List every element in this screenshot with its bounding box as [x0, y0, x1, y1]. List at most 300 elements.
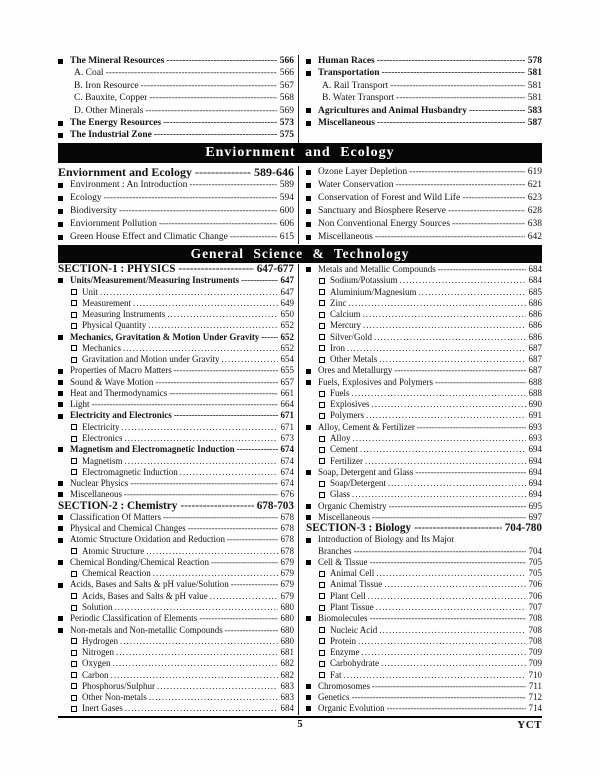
toc-entry-label: Plant Cell [330, 590, 366, 601]
toc-entry [58, 129, 294, 141]
dot-leader [414, 523, 502, 534]
filled-square-bullet-icon [58, 560, 63, 565]
toc-section-header [306, 523, 542, 534]
dot-leader [221, 354, 277, 365]
open-square-bullet-icon [319, 323, 325, 329]
dot-leader [354, 546, 526, 557]
dot-leader [352, 388, 526, 399]
toc-entry [306, 410, 542, 421]
toc-entry [306, 105, 542, 117]
toc-entry-label: Ecology [70, 193, 102, 203]
open-square-bullet-icon [319, 661, 325, 667]
toc-entry [306, 320, 542, 331]
filled-square-bullet-icon [306, 616, 311, 621]
filled-square-bullet-icon [306, 425, 311, 430]
toc-entry [306, 399, 542, 410]
dot-leader [189, 179, 276, 192]
toc-entry-label: Electricity [82, 421, 120, 432]
filled-square-bullet-icon [58, 278, 63, 283]
toc-page-number: 566 [279, 68, 294, 79]
toc-page-number: 578 [527, 56, 542, 66]
dot-leader [123, 343, 278, 354]
toc-entry [58, 703, 294, 714]
toc-entry [306, 287, 542, 298]
filled-square-bullet-icon [58, 222, 63, 227]
filled-square-bullet-icon [306, 515, 311, 520]
toc-entry [58, 613, 294, 624]
toc-entry [58, 354, 294, 365]
toc-entry [58, 512, 294, 523]
dot-leader [153, 568, 278, 579]
toc-page-number: 589 [279, 180, 294, 190]
toc-entry [306, 422, 542, 433]
toc-entry [58, 636, 294, 647]
dot-leader [375, 231, 525, 244]
toc-page-number: 589-646 [254, 165, 294, 179]
toc-entry-label: Ores and Metallurgy [318, 365, 393, 376]
toc-column-right [298, 166, 542, 244]
dot-leader [166, 55, 276, 67]
toc-entry [58, 579, 294, 590]
toc-page-number: 685 [528, 286, 542, 297]
dot-leader [100, 287, 277, 298]
toc-entry-label: Other Metals [330, 354, 378, 365]
dot-leader [372, 399, 526, 410]
toc-column-left [58, 264, 298, 715]
toc-entry [306, 179, 542, 192]
dot-leader [159, 218, 277, 231]
toc-entry-label: Mechanics, Gravitation & Motion Under Gravity [70, 331, 260, 342]
publisher-mark: YCT [517, 719, 542, 731]
toc-entry-label: Water Conservation [318, 180, 394, 190]
open-square-bullet-icon [319, 447, 325, 453]
dot-leader [469, 105, 525, 117]
toc-page-number: 684 [280, 703, 294, 714]
dot-leader [121, 422, 277, 433]
toc-page-number: 687 [528, 342, 542, 353]
filled-square-bullet-icon [58, 538, 63, 543]
toc-entry-label: Hydrogen [82, 635, 118, 646]
toc-entry-label: Other Non-metals [82, 692, 147, 703]
filled-square-bullet-icon [58, 616, 63, 621]
filled-square-bullet-icon [58, 335, 63, 340]
dot-leader [387, 703, 526, 714]
open-square-bullet-icon [319, 413, 325, 419]
filled-square-bullet-icon [306, 380, 311, 385]
toc-entry-label: A. Rail Transport [322, 80, 389, 91]
toc-page-number: 674 [280, 478, 294, 489]
toc-entry-label: Physical Quantity [82, 320, 147, 331]
toc-entry-label: Physical and Chemical Changes [70, 523, 186, 534]
toc-entry-label: Non-metals and Non-metallic Compounds [70, 624, 223, 635]
toc-entry [306, 534, 542, 545]
toc-entry-label: Transportation [318, 68, 380, 79]
toc-entry-label: SECTION-1 : PHYSICS [58, 264, 176, 275]
toc-page-number: 678 [280, 523, 294, 534]
open-square-bullet-icon [319, 300, 325, 306]
open-square-bullet-icon [71, 695, 77, 701]
dot-leader [419, 287, 526, 298]
toc-page-number: 681 [280, 647, 294, 658]
toc-entry [58, 534, 294, 545]
toc-entry-label: The Mineral Resources [70, 56, 165, 66]
toc-entry-label: Biodiversity [70, 206, 117, 216]
dot-leader [125, 456, 278, 467]
open-square-bullet-icon [71, 661, 77, 667]
toc-page-number: 600 [279, 206, 294, 216]
toc-entry-label: Cell & Tissue [318, 556, 368, 567]
toc-entry [58, 670, 294, 681]
filled-square-bullet-icon [306, 59, 311, 64]
toc-entry [306, 489, 542, 500]
toc-entry [58, 467, 294, 478]
toc-entry-label: Magnetism and Electromagnetic Induction [70, 444, 235, 455]
toc-entry-label: Enviornment and Ecology [58, 166, 193, 179]
toc-entry-label: Miscellaneous [318, 117, 375, 128]
toc-entry [58, 456, 294, 467]
dot-leader [231, 579, 278, 590]
dot-leader [409, 166, 525, 179]
toc-page-number: 707 [528, 601, 542, 612]
dot-leader [261, 332, 277, 343]
toc-entry [58, 546, 294, 557]
toc-entry [306, 264, 542, 275]
dot-leader [211, 557, 278, 568]
toc-page-number: 679 [280, 579, 294, 590]
dot-leader [119, 205, 277, 218]
toc-page-number: 710 [528, 669, 542, 680]
toc-entry-label: Green House Effect and Climatic Change [70, 232, 228, 242]
filled-square-bullet-icon [306, 222, 311, 227]
toc-entry-label: Miscellaneous [70, 489, 122, 500]
open-square-bullet-icon [71, 605, 77, 611]
toc-page-number: 680 [280, 635, 294, 646]
toc-page-number: 573 [279, 117, 294, 128]
dot-leader [377, 55, 525, 67]
dot-leader [149, 692, 278, 703]
toc-page-number: 695 [528, 500, 542, 511]
toc-page-number: 575 [279, 130, 294, 141]
toc-entry-label: Atomic Structure Oxidation and Reduction [70, 534, 225, 545]
filled-square-bullet-icon [306, 196, 311, 201]
open-square-bullet-icon [71, 424, 77, 430]
toc-page-number: 652 [280, 320, 294, 331]
toc-entry-label: Electricity and Electronics [70, 410, 172, 421]
toc-page-number: 674 [280, 444, 294, 455]
toc-entry [58, 92, 294, 104]
toc-page-number: 678 [280, 511, 294, 522]
toc-entry-label: Solution [82, 601, 113, 612]
toc-page-number: 655 [280, 365, 294, 376]
toc-page-number: 686 [528, 309, 542, 320]
filled-square-bullet-icon [58, 380, 63, 385]
page-number: 5 [297, 719, 303, 730]
dot-leader [155, 377, 277, 388]
toc-entry [58, 205, 294, 218]
dot-leader [365, 456, 526, 467]
dot-leader [169, 388, 277, 399]
toc-entry [58, 55, 294, 67]
toc-page-number: 679 [280, 590, 294, 601]
dot-leader [396, 92, 525, 104]
toc-page-number: 594 [279, 193, 294, 203]
toc-entry [58, 647, 294, 658]
open-square-bullet-icon [71, 638, 77, 644]
toc-entry [58, 557, 294, 568]
open-square-bullet-icon [319, 391, 325, 397]
toc-page-number: 674 [280, 455, 294, 466]
toc-entry [306, 67, 542, 79]
open-square-bullet-icon [71, 548, 77, 554]
filled-square-bullet-icon [306, 183, 311, 188]
toc-page-number: 694 [528, 466, 542, 477]
dot-leader [146, 546, 277, 557]
filled-square-bullet-icon [306, 538, 311, 543]
toc-page-number: 642 [527, 232, 542, 242]
toc-page-number: 581 [527, 93, 542, 104]
dot-leader [400, 275, 526, 286]
toc-entry-label: Silver/Gold [330, 331, 372, 342]
toc-entry-label: Explosives [330, 399, 370, 410]
toc-entry [58, 444, 294, 455]
toc-entry-label: Mercury [330, 320, 361, 331]
dot-leader [124, 489, 278, 500]
toc-entry-label: B. Iron Resource [74, 80, 139, 91]
toc-entry-label: B. Water Transport [322, 93, 395, 104]
toc-entry [306, 501, 542, 512]
toc-page-number: 704 [528, 545, 542, 556]
toc-entry [58, 298, 294, 309]
filled-square-bullet-icon [306, 71, 311, 76]
toc-entry-label: Organic Evolution [318, 703, 385, 714]
toc-entry-label: Sodium/Potassium [330, 275, 398, 286]
toc-entry-label: D. Other Minerals [74, 105, 144, 116]
toc-entry-label: Electronics [82, 432, 123, 443]
toc-page-number: 687 [528, 354, 542, 365]
toc-entry [306, 546, 542, 557]
toc-entry [58, 80, 294, 92]
dot-leader [448, 205, 525, 218]
filled-square-bullet-icon [306, 121, 311, 126]
toc-entry-label: Branches [318, 545, 352, 556]
toc-page-number: 676 [280, 489, 294, 500]
filled-square-bullet-icon [58, 196, 63, 201]
toc-entry-label: Inert Gases [82, 703, 123, 714]
toc-page-number: 673 [280, 432, 294, 443]
dot-leader [352, 692, 526, 703]
toc-page-number: 583 [527, 105, 542, 116]
toc-entry [306, 117, 542, 129]
toc-page-number: 683 [280, 692, 294, 703]
filled-square-bullet-icon [306, 170, 311, 175]
toc-page-number: 606 [279, 219, 294, 229]
dot-leader [388, 478, 526, 489]
toc-entry [306, 557, 542, 568]
dot-leader [241, 275, 277, 286]
toc-page-number: 621 [527, 180, 542, 190]
toc-page-number: 623 [527, 193, 542, 203]
filled-square-bullet-icon [58, 414, 63, 419]
toc-entry-label: Atomic Structure [82, 545, 145, 556]
dot-leader [113, 658, 278, 669]
toc-page-number: 650 [280, 309, 294, 320]
dot-leader [344, 670, 526, 681]
toc-entry [306, 636, 542, 647]
toc-entry-label: Ozone Layer Depletion [318, 167, 408, 177]
open-square-bullet-icon [319, 582, 325, 588]
toc-entry [58, 218, 294, 231]
general-science-toc [58, 264, 542, 715]
toc-page-number: 704-780 [504, 522, 542, 535]
toc-entry [58, 309, 294, 320]
toc-entry-label: Plant Tissue [330, 601, 374, 612]
toc-page-number: 615 [279, 232, 294, 242]
dot-leader [366, 410, 525, 421]
toc-page-number: 686 [528, 297, 542, 308]
chapter-banner-general-science-technology: General Science & Technology [58, 245, 542, 263]
toc-entry [306, 309, 542, 320]
toc-entry-label: Acids, Bases and Salts & pH value [82, 590, 208, 601]
filled-square-bullet-icon [58, 492, 63, 497]
toc-entry [306, 354, 542, 365]
toc-entry-label: Biomolecules [318, 613, 368, 624]
toc-page-number: 647-677 [256, 263, 294, 275]
toc-entry [58, 399, 294, 410]
toc-entry [306, 166, 542, 179]
toc-entry-label: Nucleic Acid [330, 624, 378, 635]
toc-entry [306, 658, 542, 669]
toc-page-number: 652 [280, 331, 294, 342]
toc-page-number: 693 [528, 432, 542, 443]
toc-entry-label: SECTION-2 : Chemistry [58, 500, 178, 512]
toc-entry [306, 703, 542, 714]
open-square-bullet-icon [319, 458, 325, 464]
filled-square-bullet-icon [306, 504, 311, 509]
dot-leader [179, 264, 254, 275]
dot-leader [349, 298, 526, 309]
dot-leader [104, 192, 277, 205]
toc-entry-label: Oxygen [82, 658, 111, 669]
chapter-banner-environment-ecology: Enviornment and Ecology [58, 143, 542, 163]
toc-entry [58, 433, 294, 444]
toc-entry-label: Periodic Classification of Elements [70, 613, 198, 624]
filled-square-bullet-icon [58, 391, 63, 396]
toc-page-number: 638 [527, 219, 542, 229]
open-square-bullet-icon [71, 458, 77, 464]
toc-page-number: 581 [527, 68, 542, 79]
toc-entry [58, 523, 294, 534]
toc-entry-label: Unit [82, 286, 99, 297]
toc-entry-label: Mechanics [82, 342, 121, 353]
toc-page-number: 652 [280, 342, 294, 353]
toc-page-number: 566 [279, 56, 294, 66]
toc-entry [306, 332, 542, 343]
toc-entry [58, 332, 294, 343]
dot-leader [379, 625, 525, 636]
dot-leader [199, 613, 277, 624]
toc-entry [58, 568, 294, 579]
dot-leader [374, 332, 526, 343]
toc-entry-label: Glass [330, 489, 350, 500]
dot-leader [394, 365, 525, 376]
toc-entry-label: Aluminium/Magnesium [330, 286, 417, 297]
toc-page-number: 664 [280, 399, 294, 410]
toc-entry-label: C. Bauxite, Copper [74, 93, 148, 104]
dot-leader [145, 105, 276, 117]
open-square-bullet-icon [71, 683, 77, 689]
dot-leader [130, 478, 277, 489]
toc-page-number: 649 [280, 297, 294, 308]
toc-entry-label: Chemical Bonding/Chemical Reaction [70, 556, 209, 567]
dot-leader [370, 613, 526, 624]
dot-leader [360, 444, 526, 455]
open-square-bullet-icon [319, 481, 325, 487]
toc-entry-label: Fuels, Explosives and Polymers [318, 376, 433, 387]
toc-page-number: 647 [280, 286, 294, 297]
toc-entry [58, 422, 294, 433]
toc-entry [58, 489, 294, 500]
toc-page-number: 628 [527, 206, 542, 216]
open-square-bullet-icon [319, 605, 325, 611]
toc-entry-label: Chemical Reaction [82, 568, 151, 579]
dot-leader [230, 231, 277, 244]
toc-entry [306, 591, 542, 602]
toc-page-number: 581 [527, 80, 542, 91]
toc-entry-label: Polymers [330, 410, 365, 421]
open-square-bullet-icon [319, 334, 325, 340]
toc-entry-label: Light [70, 399, 90, 410]
dot-leader [358, 636, 526, 647]
filled-square-bullet-icon [58, 526, 63, 531]
toc-page-number: 680 [280, 613, 294, 624]
filled-square-bullet-icon [58, 121, 63, 126]
toc-entry-label: Genetics [318, 692, 350, 703]
toc-entry [306, 231, 542, 244]
open-square-bullet-icon [319, 672, 325, 678]
toc-page-number: 654 [280, 354, 294, 365]
toc-entry-label: SECTION-3 : Biology [306, 523, 412, 535]
footer-divider [58, 716, 542, 718]
dot-leader [180, 467, 278, 478]
toc-entry [306, 205, 542, 218]
toc-entry-label: Soap/Detergent [330, 478, 386, 489]
toc-page-number: 711 [528, 680, 542, 691]
dot-leader [149, 92, 276, 104]
toc-page-number: 671 [280, 421, 294, 432]
filled-square-bullet-icon [306, 267, 311, 272]
toc-entry [306, 192, 542, 205]
open-square-bullet-icon [319, 312, 325, 318]
filled-square-bullet-icon [306, 209, 311, 214]
dot-leader [372, 512, 526, 523]
toc-page-number: 687 [528, 365, 542, 376]
toc-entry-label: Nitrogen [82, 647, 114, 658]
toc-entry-label: Measuring Instruments [82, 309, 166, 320]
toc-page-number: 686 [528, 320, 542, 331]
toc-entry [58, 105, 294, 117]
dot-leader [363, 320, 526, 331]
filled-square-bullet-icon [58, 183, 63, 188]
toc-entry-label: Gravitation and Motion under Gravity [82, 354, 220, 365]
toc-entry [306, 568, 542, 579]
dot-leader [381, 658, 526, 669]
open-square-bullet-icon [319, 357, 325, 363]
toc-entry-label: Measurement [82, 297, 131, 308]
toc-page-number: 688 [528, 387, 542, 398]
toc-page-number: 691 [528, 410, 542, 421]
open-square-bullet-icon [319, 278, 325, 284]
open-square-bullet-icon [71, 706, 77, 712]
